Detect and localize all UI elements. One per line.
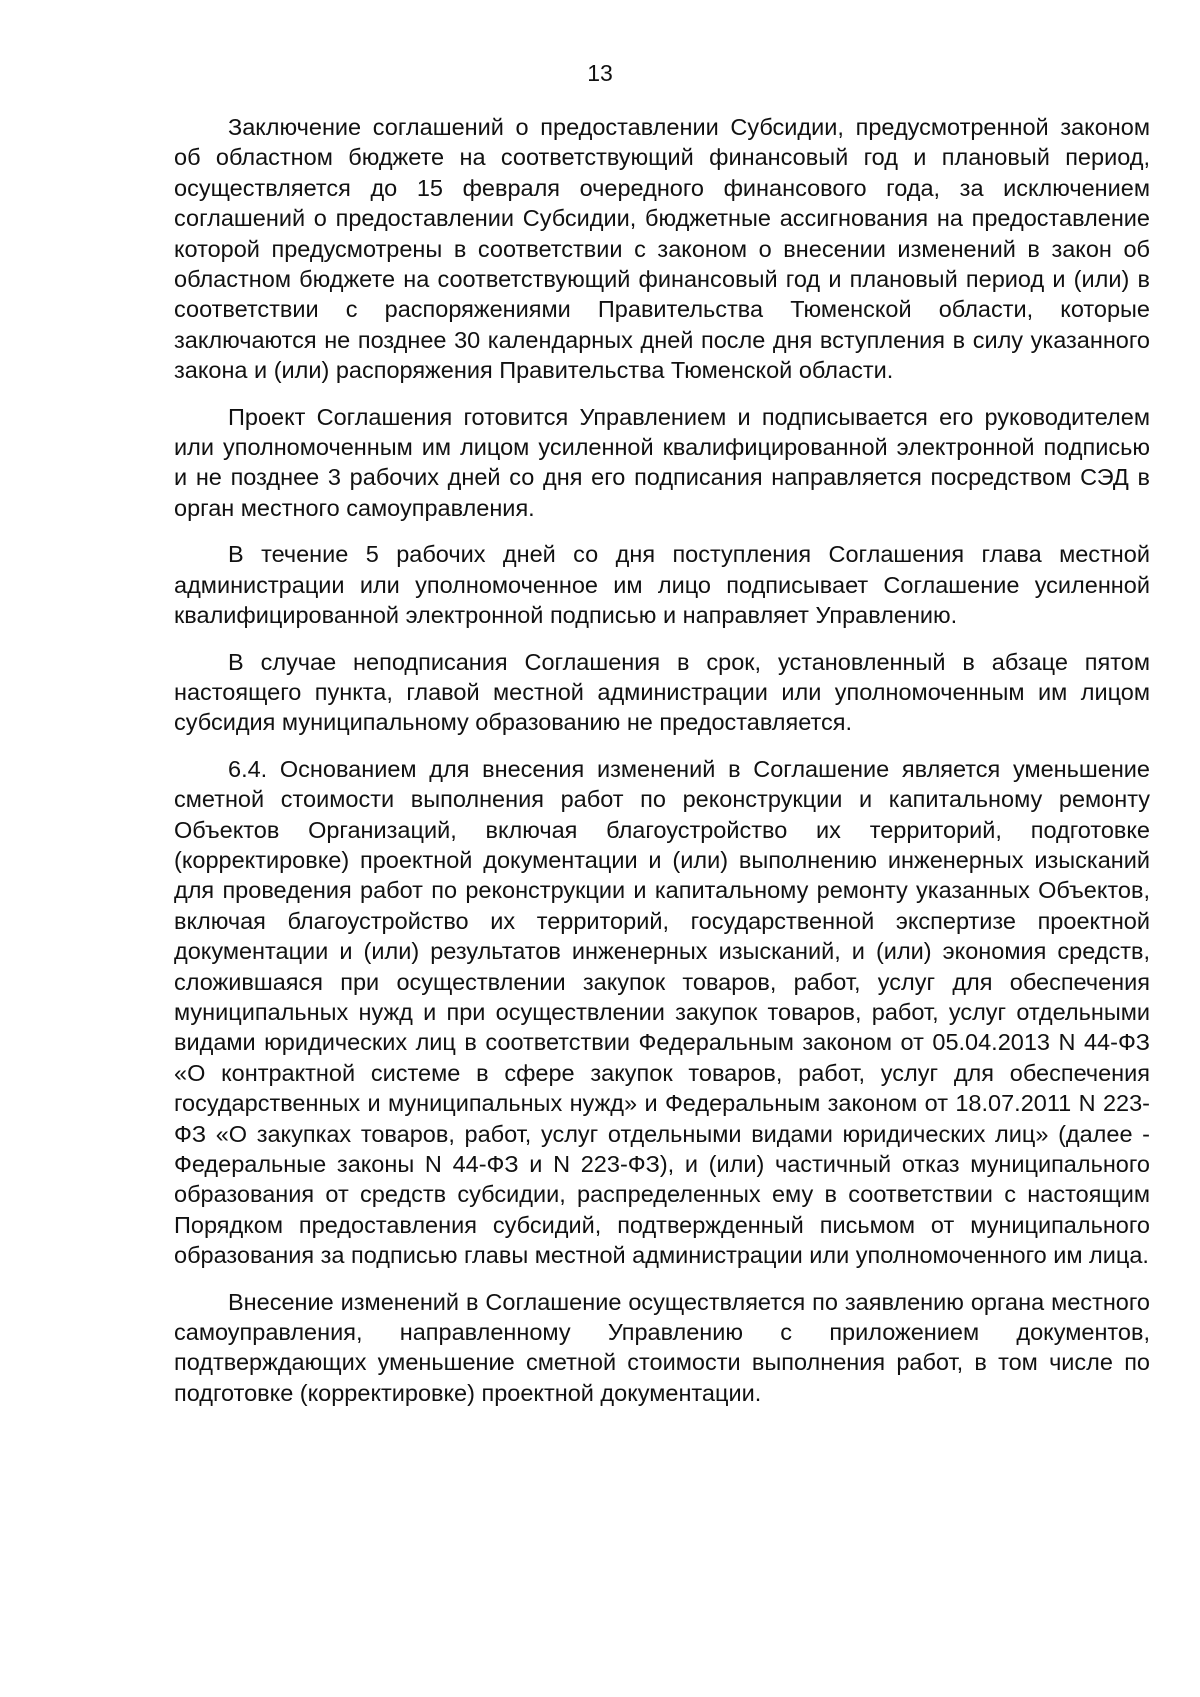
paragraph-non-signing: В случае неподписания Соглашения в срок, установленный в абзаце пятом настоящего пункта, главой местной администрации или уполномоченным им лицом субсидия муниципальному образованию не предоставляется. [174, 648, 1150, 736]
document-body [174, 112, 1150, 1424]
paragraph-amendments: Внесение изменений в Соглашение осуществляется по заявлению органа местного самоуправления, направленному Управлению с приложением документов, подтверждающих уменьшение сметной стоимости выполнения работ, в том числе по подготовке (корректировке) проектной документации. [174, 1288, 1150, 1406]
paragraph-section-6-4: 6.4. Основанием для внесения изменений в Соглашение является уменьшение сметной стоимости выполнения работ по реконструкции и капитальному ремонту Объектов Организаций, включая благоустройство их территорий, подготовке (корректировке) проектной документации и (или) выполнению инженерных изысканий для проведения работ по реконструкции и капитальному ремонту указанных Объектов, включая благоустройство их территорий, государственной экспертизе проектной документации и (или) результатов инженерных изысканий, и (или) экономия средств, сложившаяся при осуществлении закупок товаров, работ, услуг для обеспечения муниципальных нужд и при осуществлении закупок товаров, работ, услуг отдельными видами юридических лиц в соответствии Федеральным законом от 05.04.2013 N 44-ФЗ «О контрактной системе в сфере закупок товаров, работ, услуг для обеспечения государственных и муниципальных нужд» и Федеральным законом от 18.07.2011 N 223-ФЗ «О закупках товаров, работ, услуг отдельными видами юридических лиц» (далее - Федеральные законы N 44-ФЗ и N 223-ФЗ), и (или) частичный отказ муниципального образования от средств субсидии, распределенных ему в соответствии с настоящим Порядком предоставления субсидий, подтвержденный письмом от муниципального образования за подписью главы местной администрации или уполномоченного им лица. [174, 755, 1150, 1269]
paragraph-agreement-conclusion: Заключение соглашений о предоставлении Субсидии, предусмотренной законом об областном бюджете на соответствующий финансовый год и плановый период, осуществляется до 15 февраля очередного финансового года, за исключением соглашений о предоставлении Субсидии, бюджетные ассигнования на предоставление которой предусмотрены в соответствии с законом о внесении изменений в закон об областном бюджете на соответствующий финансовый год и плановый период и (или) в соответствии с распоряжениями Правительства Тюменской области, которые заключаются не позднее 30 календарных дней после дня вступления в силу указанного закона и (или) распоряжения Правительства Тюменской области. [174, 114, 1150, 384]
paragraph-draft-agreement: Проект Соглашения готовится Управлением и подписывается его руководителем или уполномоченным им лицом усиленной квалифицированной электронной подписью и не позднее 3 рабочих дней со дня его подписания направляется посредством СЭД в орган местного самоуправления. [174, 403, 1150, 521]
paragraph-signing-deadline: В течение 5 рабочих дней со дня поступления Соглашения глава местной администрации или уполномоченное им лицо подписывает Соглашение усиленной квалифицированной электронной подписью и направляет Управлению. [174, 541, 1150, 629]
page-number: 13 [587, 60, 613, 86]
